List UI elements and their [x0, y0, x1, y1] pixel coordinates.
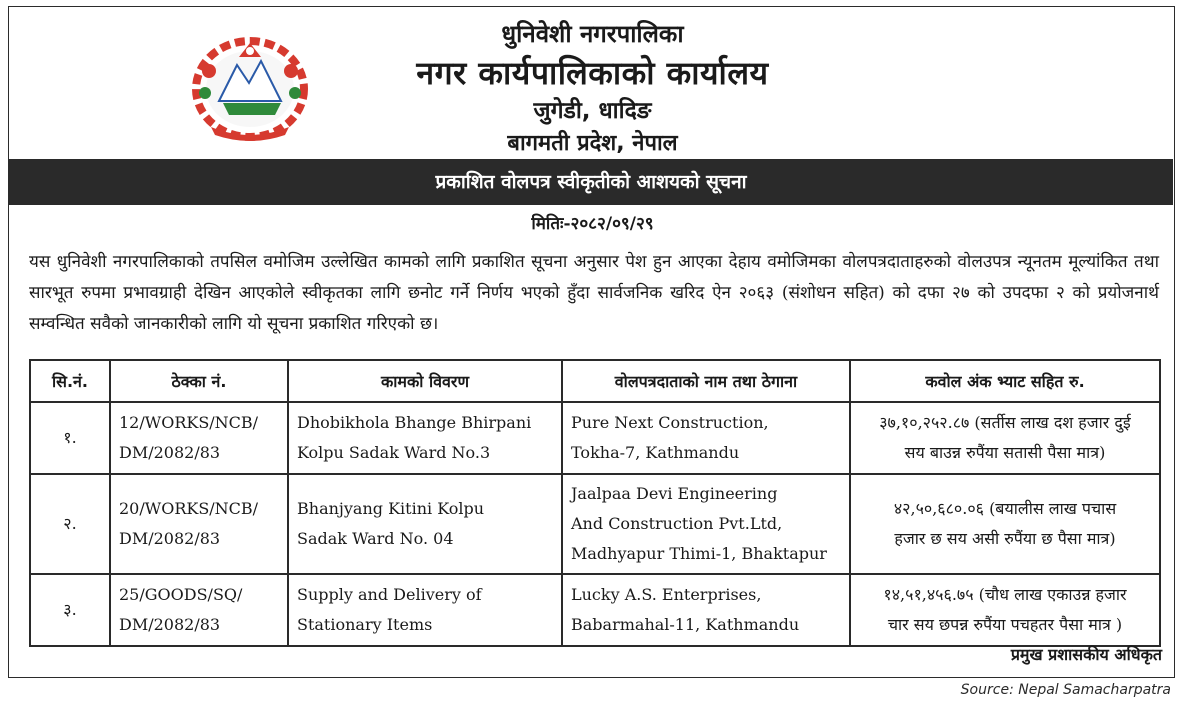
work-description-cell	[288, 574, 562, 646]
notice-frame	[8, 6, 1175, 678]
contract-number-cell	[110, 574, 288, 646]
bid-amount-line: ३७,१०,२५२.८७ (सर्तीस लाख दश हजार दुई	[879, 413, 1131, 432]
bidder-line: Jaalpaa Devi Engineering	[571, 484, 778, 503]
contract-number-line: 12/WORKS/NCB/	[119, 413, 259, 432]
work-description-line: Dhobikhola Bhange Bhirpani	[297, 413, 532, 432]
table-row	[30, 474, 1160, 574]
header-bid-amount: कवोल अंक भ्याट सहित रु.	[850, 360, 1160, 402]
office-location: जुगेडी, धादिङ	[533, 98, 652, 124]
bid-amount-cell	[850, 574, 1160, 646]
bid-amount-line: हजार छ सय असी रुपैंया छ पैसा मात्र)	[894, 529, 1116, 548]
province-name: बागमती प्रदेश, नेपाल	[507, 131, 678, 156]
bidder-cell	[562, 402, 850, 474]
bid-amount-line: चार सय छपन्न रुपैंया पचहतर पैसा मात्र )	[887, 615, 1123, 634]
bidder-line: Babarmahal-11, Kathmandu	[571, 615, 800, 634]
table-header-row	[30, 360, 1160, 402]
work-description-line: Supply and Delivery of	[297, 585, 482, 604]
bidder-line: Tokha-7, Kathmandu	[571, 443, 740, 462]
contract-number-line: DM/2082/83	[119, 529, 221, 548]
notice-title-bar: प्रकाशित वोलपत्र स्वीकृतीको आशयको सूचना	[9, 159, 1173, 205]
bidder-line: Madhyapur Thimi-1, Bhaktapur	[571, 544, 827, 563]
bidder-line: Pure Next Construction,	[571, 413, 769, 432]
notice-body-text: यस धुनिवेशी नगरपालिकाको तपसिल वमोजिम उल्लेखित कामको लागि प्रकाशित सूचना अनुसार पेश हुन आएका देहाय वमोजिमका वोलपत्रदाताहरुको वोलउपत्र न्यूनतम मूल्यांकित तथा सारभूत रुपमा प्रभावग्राही देखिन आएकोले स्वीकृतका लागि छनोट गर्ने निर्णय भएको हुँदा सार्वजनिक खरिद ऐन २०६३ (संशोधन सहित) को दफा २७ को उपदफा २ को प्रयोजनार्थ सम्वन्धित सवैको जानकारीको लागि यो सूचना प्रकाशित गरिएको छ।	[29, 252, 1159, 334]
notice-date: मितिः-२०८२/०९/२९	[531, 214, 654, 234]
contract-number-cell	[110, 474, 288, 574]
contract-number-line: DM/2082/83	[119, 615, 221, 634]
office-name: नगर कार्यपालिकाको कार्यालय	[416, 54, 769, 92]
bidder-cell	[562, 474, 850, 574]
signatory-title: प्रमुख प्रशासकीय अधिकृत	[1010, 645, 1162, 664]
work-description-cell	[288, 474, 562, 574]
serial-number-cell: २.	[30, 474, 110, 574]
header-work-description: कामको विवरण	[288, 360, 562, 402]
contract-number-line: DM/2082/83	[119, 443, 221, 462]
bid-amount-cell	[850, 402, 1160, 474]
bidder-cell	[562, 574, 850, 646]
municipality-name: धुनिवेशी नगरपालिका	[501, 20, 684, 48]
work-description-line: Bhanjyang Kitini Kolpu	[297, 499, 485, 518]
header-contract-number: ठेक्का नं.	[110, 360, 288, 402]
work-description-cell	[288, 402, 562, 474]
work-description-line: Sadak Ward No. 04	[297, 529, 454, 548]
bid-amount-line: ४२,५०,६८०.०६ (बयालीस लाख पचास	[893, 499, 1117, 518]
header-serial-number: सि.नं.	[30, 360, 110, 402]
table-row	[30, 402, 1160, 474]
contract-number-line: 20/WORKS/NCB/	[119, 499, 259, 518]
serial-number-cell: ३.	[30, 574, 110, 646]
bid-amount-line: १४,५१,४५६.७५ (चौध लाख एकाउन्न हजार	[883, 585, 1127, 604]
work-description-line: Stationary Items	[297, 615, 433, 634]
contract-number-cell	[110, 402, 288, 474]
bidder-line: Lucky A.S. Enterprises,	[571, 585, 762, 604]
contract-number-line: 25/GOODS/SQ/	[119, 585, 243, 604]
tender-table	[29, 359, 1161, 647]
source-credit: Source: Nepal Samacharpatra	[960, 682, 1171, 698]
bidder-line: And Construction Pvt.Ltd,	[571, 514, 783, 533]
table-row	[30, 574, 1160, 646]
bid-amount-cell	[850, 474, 1160, 574]
header-bidder-name-address: वोलपत्रदाताको नाम तथा ठेगाना	[562, 360, 850, 402]
serial-number-cell: १.	[30, 402, 110, 474]
work-description-line: Kolpu Sadak Ward No.3	[297, 443, 491, 462]
bid-amount-line: सय बाउन्न रुपैंया सतासी पैसा मात्र)	[904, 443, 1106, 462]
